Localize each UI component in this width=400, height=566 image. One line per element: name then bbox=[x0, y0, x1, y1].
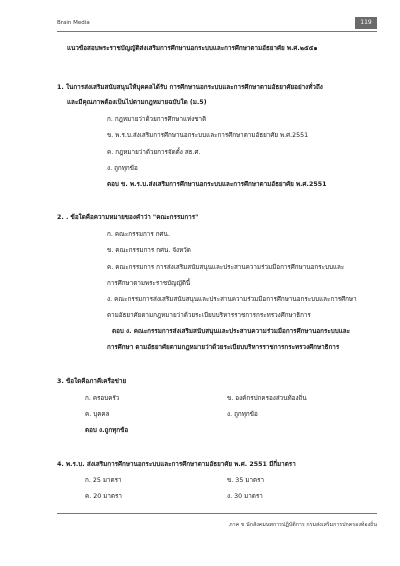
q2-option-c-line1: ค. คณะกรรมการ การส่งเสริมสนับสนุนและประสานความร่วมมือการศึกษานอกระบบและ bbox=[107, 264, 345, 271]
header-brand: Brain Media bbox=[57, 20, 90, 26]
document-title: แนวข้อสอบพระราชบัญญัติส่งเสริมการศึกษานอกระบบและการศึกษาตามอัธยาศัย พ.ศ.๒๕๕๑ bbox=[67, 45, 318, 52]
header-rule bbox=[57, 31, 377, 32]
q3-option-c: ค. บุคคล bbox=[85, 411, 110, 418]
q1-answer: ตอบ ข. พ.ร.บ.ส่งเสริมการศึกษานอกระบบและการศึกษาตามอัธยาศัย พ.ศ.2551 bbox=[107, 181, 327, 188]
q2-answer-line1: ตอบ ง. คณะกรรมการส่งเสริมสนับสนุนและประสานความร่วมมือการศึกษานอกระบบและ bbox=[112, 328, 351, 335]
q1-option-d: ง. ถูกทุกข้อ bbox=[107, 165, 138, 172]
q3-question: 3. ข้อใดคือภาคีเครือข่าย bbox=[57, 378, 127, 385]
q4-option-a: ก. 25 มาตรา bbox=[85, 477, 122, 484]
q4-option-c: ค. 20 มาตรา bbox=[85, 493, 122, 500]
q1-option-c: ค. กฎหมายว่าด้วยการจัดตั้ง สธ.ศ. bbox=[107, 149, 201, 156]
q2-option-d-line2: ตามอัธยาศัยตามกฎหมายว่าด้วยระเบียบบริหารราชการกระทรวงศึกษาธิการ bbox=[107, 312, 311, 319]
footer-text: ภาค ข นักสังคมนทการปฏิบัติการ กรมส่งเสริมการปกครองท้องถิ่น bbox=[229, 522, 377, 528]
q2-question: 2. . ข้อใดคือความหมายของคำว่า "คณะกรรมการ" bbox=[57, 214, 199, 221]
q1-option-a: ก. กฎหมายว่าด้วยการศึกษาแห่งชาติ bbox=[107, 116, 207, 123]
q2-option-a: ก. คณะกรรมการ กศน. bbox=[107, 231, 170, 238]
q3-option-b: ข. องค์กรปกครองส่วนท้องถิ่น bbox=[227, 395, 307, 402]
q2-option-c-line2: การศึกษาตามพระราชบัญญัตินี้ bbox=[107, 280, 191, 287]
q3-answer: ตอบ ง.ถูกทุกข้อ bbox=[85, 427, 129, 434]
q3-option-d: ง. ถูกทุกข้อ bbox=[227, 411, 258, 418]
q2-answer-line2: การศึกษา ตามอัธยาศัยตามกฎหมายว่าด้วยระเบียบบริหารราชการกระทรวงศึกษาธิการ bbox=[107, 344, 340, 351]
page-number-badge: 119 bbox=[355, 17, 377, 29]
q4-option-d: ง. 30 มาตรา bbox=[227, 493, 263, 500]
q3-option-a: ก. ครอบครัว bbox=[85, 395, 120, 402]
q2-option-b: ข. คณะกรรมการ กศน. จังหวัด bbox=[107, 247, 191, 254]
q4-option-b: ข. 35 มาตรา bbox=[227, 477, 265, 484]
footer-rule bbox=[57, 513, 377, 514]
q1-question-line2: และมีคุณภาพต้องเป็นไปตามกฎหมายฉบับใด (ม.5) bbox=[67, 99, 207, 106]
q2-option-d-line1: ง. คณะกรรมการส่งเสริมสนับสนุนและประสานความร่วมมือการศึกษานอกระบบและการศึกษา bbox=[107, 296, 357, 303]
q4-question: 4. พ.ร.บ. ส่งเสริมการศึกษานอกระบบและการศึกษาตามอัธยาศัย พ.ศ. 2551 มีกี่มาตรา bbox=[57, 461, 296, 468]
q1-option-b: ข. พ.ร.บ.ส่งเสริมการศึกษานอกระบบและการศึกษาตามอัธยาศัย พ.ศ.2551 bbox=[107, 132, 309, 139]
q1-question-line1: 1. ในการส่งเสริมสนับสนุนให้บุคคลได้รับ การศึกษานอกระบบและการศึกษาตามอัธยาศัยอย่างทั่วถึง bbox=[57, 84, 323, 91]
